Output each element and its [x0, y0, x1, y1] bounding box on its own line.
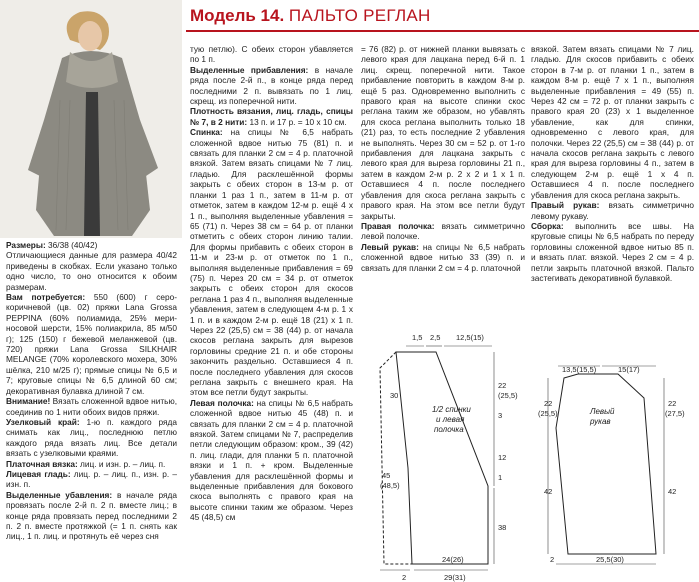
dim-label: 15(17): [618, 365, 640, 374]
paragraph: Левая полочка: на спицы № 6,5 набрать сложенной вдвое нитью 45 (48) п. и связать для планки 2 см = 4 р. платочной вязкой. Затем спицами № 7, распределив петли следующим образом: кром., 39 (42) п. лиц. глади, для планки 5 п. платочной вязки и 1 п. + кром. Выделенные убавления для расклешённой формы и выделенные прибавления для бокового скоса выполнять с правого края на высоте спинки таким же образом. Через 45 (48,5) см: [190, 397, 353, 523]
paragraph: Выделенные убавления: в начале ряда провязать после 2-й п. 2 п. вместе лиц.; в конце ряда провязать перед последними 2 п. 2 п. вместе протяжкой (= 1 п. снять как лиц., 1 п. лиц. и протянуть её через сня: [6, 489, 177, 542]
sleeve-schematic: [538, 365, 685, 564]
paragraph: Вам потребуется: 550 (600) г серо-коричневой (цв. 02) пряжи Lana Grossa PEPPINA (60% полиамида, 25% мериносовой шерсти, 15% полиакрила, 85 м/50 г); 125 (150) г бежевой меланжевой (цв. 720) пряжи Lana Grossa SILKHAIR MELANGE (70% королевского мохера, 30% шёлка, 210 м/25 г); прямые спицы № 6,5 и 7; круговые спицы № 6,5 длиной 60 см; декоративная булавка длиной 7 см.: [6, 292, 177, 396]
paragraph: Внимание! Вязать сложенной вдвое нитью, соединив по 1 нити обоих видов пряжи.: [6, 396, 177, 417]
title-rule: [186, 30, 699, 32]
paragraph: Левый рукав: на спицы № 6,5 набрать сложенной вдвое нитью 33 (39) п. и связать для планки 2 см = 4 р. платочной: [361, 241, 525, 273]
center-label: и левая: [436, 415, 465, 424]
paragraph: Отличающиеся данные для размера 40/42 приведены в скобках. Если указано только одно число, то оно относится к обоим размерам.: [6, 250, 177, 292]
dim-label: 12,5(15): [456, 333, 484, 342]
paragraph: Правая полочка: вязать симметрично левой полочке.: [361, 220, 525, 242]
paragraph: Сборка: выполнить все швы. На круговые спицы № 6,5 набрать по переду горловины сложенной вдвое нитью 85 п. и вязать плат. вязкой. Через 2 см = 4 р. петли закрыть платочной вязкой. Пальто застегивать декоративной булавкой.: [531, 220, 694, 283]
paragraph: Платочная вязка: лиц. и изн. р. – лиц. п.: [6, 458, 166, 469]
paragraph: = 76 (82) р. от нижней планки вывязать с левого края для лацкана перед 6-й п. 1 лиц. скрещ. поперечной нити. Такое прибавление повторить в каждом 8-м р. ещё 5 раз. Одновременно выполнить с правого края на высоте спинки скос реглана таким же образом, но убавлять для скоса реглана выполнить только 18 (21) раз, то есть последние 2 убавления не выполнять. Через 30 см = 52 р. от 1-го прибавления для лацкана закрыть с левого края для выреза горловины 21 п., затем в каждом 2-м р. 2 х 2 и 1 х 1 п. Оставшиеся 4 п. после последнего убавления для скоса реглана закрыть с правого края. На этом все петли будут закрыты.: [361, 44, 525, 221]
dim-label: 1: [498, 473, 503, 482]
paragraph: Узелковый край: 1-ю п. каждого ряда снимать как лиц., последнюю петлю каждого ряда вязать лиц. Все детали вязать с узелковыми краями.: [6, 416, 177, 459]
center-label: 1/2 спинки: [432, 405, 471, 414]
paragraph: Правый рукав: вязать симметрично левому рукаву.: [531, 200, 694, 221]
model-name: ПАЛЬТО РЕГЛАН: [288, 6, 431, 25]
paragraph: Лицевая гладь: лиц. р. – лиц. п., изн. р. – изн. п.: [6, 468, 177, 490]
center-label: полочка: [434, 425, 464, 434]
text-column-1: [6, 240, 177, 542]
dim-label: 22: [544, 399, 553, 408]
dim-label: 2,5: [430, 333, 441, 342]
dim-label: 24(26): [442, 555, 464, 564]
dim-label: 2: [402, 573, 407, 582]
dim-label: (27,5): [665, 409, 685, 418]
paragraph: тую петлю). С обеих сторон убавляется по 1 п.: [190, 44, 353, 65]
dim-label: 25,5(30): [596, 555, 624, 564]
dim-label: 38: [498, 523, 507, 532]
dim-label: 1,5: [412, 333, 423, 342]
text-column-3: [361, 44, 525, 273]
model-photo: [0, 0, 182, 238]
body-schematic: [380, 333, 518, 582]
dim-label: 3: [498, 411, 503, 420]
dim-label: 13,5(15,5): [562, 365, 597, 374]
dim-label: (25,5): [498, 391, 518, 400]
model-label: Модель 14.: [190, 6, 285, 25]
dim-label: 22: [668, 399, 677, 408]
dim-label: (48,5): [380, 481, 400, 490]
paragraph: Плотность вязания, лиц. гладь, спицы № 7, в 2 нити: 13 п. и 17 р. = 10 х 10 см.: [190, 106, 353, 127]
paragraph: вязкой. Затем вязать спицами № 7 лиц. гладью. Для скосов прибавить с обеих сторон в 7-м р. от планки 1 п., затем в каждом 8-м р. ещё 7 х 1 п., выполняя выделенные прибавления = 49 (55) п. Через 42 см = 72 р. от планки закрыть с правого края 20 (23) х 1 выделенное убавление, как для спинки, одновременно с левого края, для полочки. Через 22 (25,5) см = 38 (44) р. от начала скосов реглана закрыть с левого края для выреза горловины 4 п., затем в следующем 2-м р. ещё 1 х 4 п. Оставшиеся 4 п. после последнего убавления для скоса реглана закрыть.: [531, 44, 694, 200]
dim-label: 29(31): [444, 573, 466, 582]
page-title: [190, 6, 699, 32]
center-label: рукав: [590, 417, 611, 426]
paragraph: Спинка: на спицы № 6,5 набрать сложенной вдвое нитью 75 (81) п. и связать для планки 2 см = 4 р. платочной вязкой. Затем вязать спицами № 7 лиц. гладью. Для расклешённой формы закрыть с обеих сторон в 13-м р. от планки 1 раз 1 п., затем в 11-м р. от отметок, затем в каждом 12-м р. ещё 4 х 1 п., выполняя выделенные убавления = 65 (71) п. Через 38 см = 64 р. от планки отметить с обеих сторон линию талии. Для формы прибавить с обеих сторон в 11-м и 23-м р. от отметок по 1 п., выполняя выделенные прибавления = 69 (75) п. Через 20 см = 34 р. от отметок закрыть с обеих сторон для скосов реглана 1 раз 4 п., выполняя выделенные убавления, затем в следующем 4-м р. 1 х 1 п. и в каждом 2-м р. ещё 18 (21) х 1 п. Через 22 (25,5) см = 38 (44) р. от начала скосов реглана закрыть для вырезов горловины средние 21 п. и обе стороны закончить раздельно. Оставшиеся 4 п. после последнего убавления для скосов реглана закрыть с внешнего края. На этом все петли будут закрыты.: [190, 127, 353, 398]
paragraph: Размеры: 36/38 (40/42): [6, 240, 98, 250]
text-column-4: [531, 44, 694, 283]
text-column-2: [190, 44, 353, 523]
paragraph: Выделенные прибавления: в начале ряда после 2-й п., в конце ряда перед последними 2 п. вывязать по 1 лиц. скрещ. из поперечной нити.: [190, 64, 353, 107]
pattern-schematics: [360, 318, 699, 582]
dim-label: 22: [498, 381, 507, 390]
dim-label: 2: [550, 555, 555, 564]
dim-label: 45: [382, 471, 391, 480]
dim-label: 12: [498, 453, 507, 462]
coat-photo-illustration: [0, 0, 182, 238]
center-label: Левый: [590, 407, 615, 416]
dim-label: (25,5): [538, 409, 558, 418]
dim-label: 42: [544, 487, 553, 496]
dim-label: 42: [668, 487, 677, 496]
dim-label: 30: [390, 391, 399, 400]
